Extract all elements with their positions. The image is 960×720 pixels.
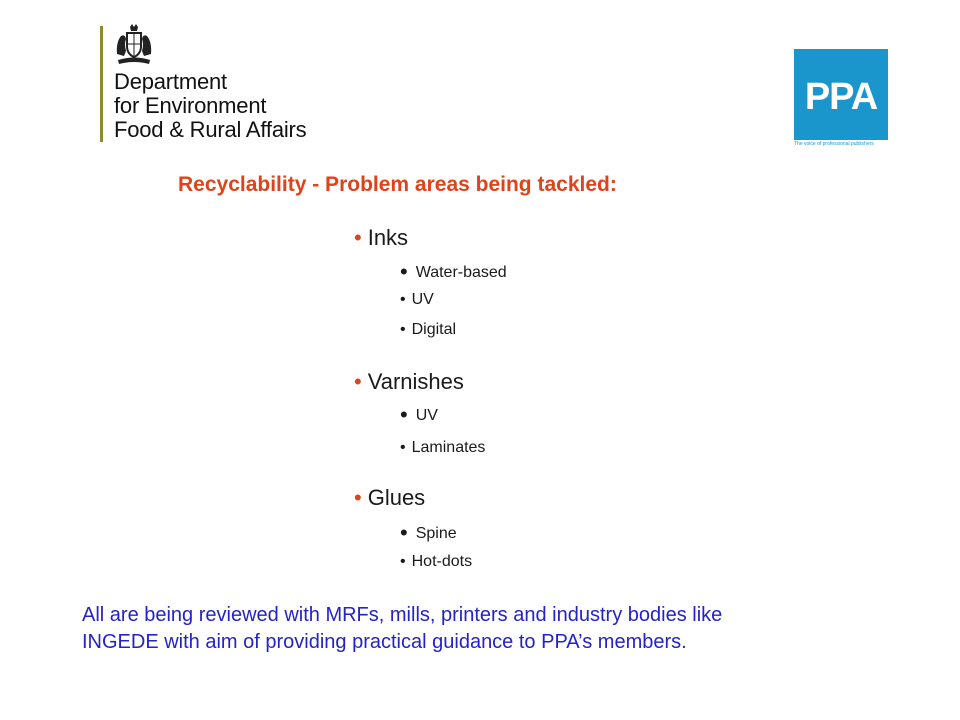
- royal-coat-of-arms-icon: [114, 24, 154, 66]
- slide-title: Recyclability - Problem areas being tackled:: [178, 173, 617, 196]
- ppa-logo-letters: PPA: [804, 76, 878, 118]
- bullet-dot-icon: •: [400, 553, 406, 570]
- list-item: [400, 402, 438, 427]
- section-label: Glues: [367, 485, 426, 510]
- list-item-label: UV: [415, 407, 438, 424]
- bullet-dot-icon: •: [354, 485, 362, 510]
- bullet-dot-icon: •: [400, 259, 408, 284]
- list-item-label: Laminates: [411, 439, 486, 456]
- ppa-logo: [794, 49, 888, 149]
- list-item: [400, 290, 434, 310]
- bullet-dot-icon: •: [400, 291, 406, 308]
- bullet-dot-icon: •: [400, 321, 406, 338]
- list-item-label: Water-based: [415, 264, 507, 281]
- ppa-logo-tagline: The voice of professional publishers: [794, 141, 874, 147]
- section-glues: [354, 485, 425, 511]
- defra-line-3: Food & Rural Affairs: [114, 117, 307, 142]
- section-label: Inks: [367, 225, 409, 250]
- list-item: [400, 259, 507, 284]
- section-label: Varnishes: [367, 369, 464, 394]
- defra-logo: [100, 24, 320, 146]
- section-inks: [354, 225, 408, 251]
- list-item: [400, 320, 456, 340]
- footer-note: [82, 602, 882, 656]
- defra-line-1: Department: [114, 69, 227, 94]
- list-item: [400, 520, 457, 545]
- bullet-dot-icon: •: [354, 225, 362, 250]
- list-item-label: Hot-dots: [411, 553, 473, 570]
- bullet-dot-icon: •: [400, 439, 406, 456]
- list-item: [400, 552, 472, 572]
- list-item-label: UV: [411, 291, 434, 308]
- list-item-label: Spine: [415, 525, 457, 542]
- section-varnishes: [354, 369, 464, 395]
- list-item: [400, 438, 485, 458]
- defra-line-2: for Environment: [114, 93, 267, 118]
- bullet-dot-icon: •: [400, 520, 408, 545]
- defra-wordmark: [114, 70, 306, 142]
- defra-logo-bar: [100, 26, 103, 142]
- bullet-dot-icon: •: [400, 402, 408, 427]
- list-item-label: Digital: [411, 321, 457, 338]
- footer-line-2: INGEDE with aim of providing practical guidance to PPA’s members.: [82, 631, 687, 653]
- footer-line-1: All are being reviewed with MRFs, mills, printers and industry bodies like: [82, 604, 723, 626]
- bullet-dot-icon: •: [354, 369, 362, 394]
